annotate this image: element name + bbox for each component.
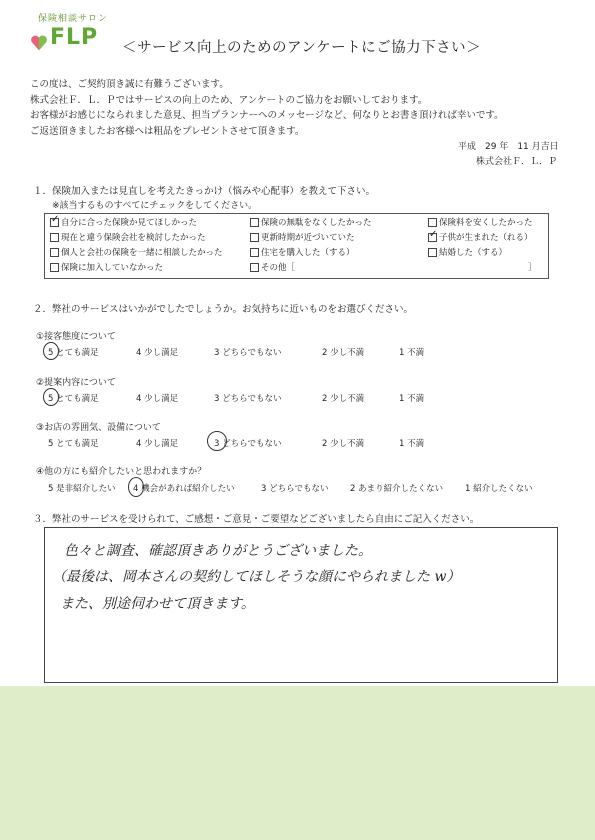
rating-option-2[interactable]: 2 少し不満 [322,439,365,449]
company-name: 株式会社Ｆ．Ｌ．Ｐ [476,157,558,167]
intro-text [30,77,504,139]
rating-option-4[interactable]: 4 少し満足 [136,348,179,358]
checkbox-item[interactable] [428,216,533,228]
intro-line: お客様がお感じになられました意見、担当プランナーへのメッセージなど、何なりとお書き頂ければ幸いです。 [30,110,504,121]
rating-option-3[interactable]: 3 どちらでもない [214,394,282,404]
selection-circle [207,431,227,451]
selection-circle [128,477,144,497]
rating-option-2[interactable]: 2 少し不満 [322,348,365,358]
question-2-title: ２．弊社のサービスはいかがでしたでしょうか。お気持ちに近いものをお選びください。 [33,304,414,315]
checkbox-item[interactable] [250,231,355,243]
rating-option-1[interactable]: 1 紹介したくない [465,484,533,494]
question-3-title: ３．弊社のサービスを受けられて、ご感想・ご意見・ご要望などございましたら自由にご記入ください。 [33,514,480,525]
rating-option-3[interactable]: 3 どちらでもない [214,439,282,449]
handwritten-comment-line: （最後は、岡本さんの契約してほしそうな顔にやられました w） [52,569,461,585]
checkbox-label: 保険に加入していなかった [61,263,164,273]
logo-text: FLP [50,25,99,50]
checkbox-icon[interactable] [250,218,259,227]
page-title: ＜サービス向上のためのアンケートにご協力下さい＞ [122,40,482,56]
rating-option-5[interactable]: 5 とても満足 [48,439,99,449]
checkbox-item[interactable] [428,228,533,243]
checkbox-item[interactable] [250,246,355,258]
checkbox-icon[interactable] [250,248,259,257]
checkbox-label: 個人と会社の保険を一緒に相談したかった [61,248,223,258]
rating-option-5[interactable]: 5 とても満足 [48,394,99,404]
question-1-title: １．保険加入または見直しを考えたきっかけ（悩みや心配事）を教えて下さい。 [33,186,376,197]
checkbox-icon[interactable] [428,218,437,227]
checkbox-icon[interactable] [50,233,59,242]
checkbox-item[interactable] [250,216,372,228]
rating-option-4[interactable]: 4 少し満足 [136,394,179,404]
logo-subtitle: 保険相談サロン [38,14,109,24]
checkbox-label: 現在と違う保険会社を検討したかった [61,233,206,243]
rating-option-5[interactable]: 5 とても満足 [48,348,99,358]
sub-question-title: ①接客態度について [36,332,116,342]
heart-logo-icon [30,34,48,52]
other-bracket-close: ］ [528,263,537,273]
checkbox-icon[interactable] [50,263,59,272]
checkbox-label: 結婚した（する） [439,248,508,258]
rating-option-3[interactable]: 3 どちらでもない [214,348,282,358]
checkbox-checked-icon[interactable]: ✓ [51,213,60,225]
checkbox-label: その他［ [261,263,296,273]
checkbox-item[interactable] [50,261,163,273]
rating-option-2[interactable]: 2 少し不満 [322,394,365,404]
checkbox-icon[interactable] [250,263,259,272]
checkbox-item[interactable] [50,213,198,228]
checkbox-item[interactable] [428,246,507,258]
selection-circle [43,342,59,360]
handwritten-comment-line: 色々と調査、確認頂きありがとうございました。 [64,543,372,559]
checkbox-checked-icon[interactable]: ✓ [429,228,438,240]
intro-line: この度は、ご契約頂き誠に有難うございます。 [30,79,229,90]
checkbox-label: 保険料を安くしたかった [439,218,533,228]
handwritten-comment-line: また、別途伺わせて頂きます。 [60,596,255,612]
rating-option-3[interactable]: 3 どちらでもない [261,484,329,494]
selection-circle [43,388,59,406]
rating-option-4[interactable]: 4 機会があれば紹介したい [133,484,235,494]
rating-option-5[interactable]: 5 是非紹介したい [48,484,116,494]
date: 平成 29 年 11 月吉日 [458,142,559,152]
checkbox-icon[interactable] [50,248,59,257]
checkbox-label: 住宅を購入した（する） [261,248,355,258]
checkbox-label: 子供が生まれた（れる） [439,233,533,243]
intro-line: ご返送頂きましたお客様へは粗品をプレゼントさせて頂きます。 [30,125,305,137]
checkbox-icon[interactable] [250,233,259,242]
checkbox-item[interactable] [50,246,223,258]
intro-line: 株式会社Ｆ．Ｌ．Ｐではサービスの向上のため、アンケートのご協力をお願いしております。 [30,94,428,106]
checkbox-label: 自分に合った保険か見てほしかった [61,218,198,228]
checkbox-label: 更新時期が近づいていた [261,233,355,243]
sub-question-title: ④他の方にも紹介したいと思われますか？ [36,467,207,477]
rating-option-1[interactable]: 1 不満 [399,348,425,358]
checkbox-item[interactable] [50,231,206,243]
checkbox-icon[interactable] [428,248,437,257]
checkbox-item[interactable] [250,261,295,273]
rating-option-4[interactable]: 4 少し満足 [136,439,179,449]
rating-option-2[interactable]: 2 あまり紹介したくない [350,484,444,494]
rating-option-1[interactable]: 1 不満 [399,439,425,449]
sub-question-title: ③お店の雰囲気、設備について [36,423,161,433]
checkbox-label: 保険の無駄をなくしたかった [261,218,372,228]
rating-option-1[interactable]: 1 不満 [399,394,425,404]
sub-question-title: ②提案内容について [36,378,116,388]
question-1-note: ※該当するものすべてにチェックをしてください。 [52,201,258,211]
bottom-background-band [0,686,595,840]
